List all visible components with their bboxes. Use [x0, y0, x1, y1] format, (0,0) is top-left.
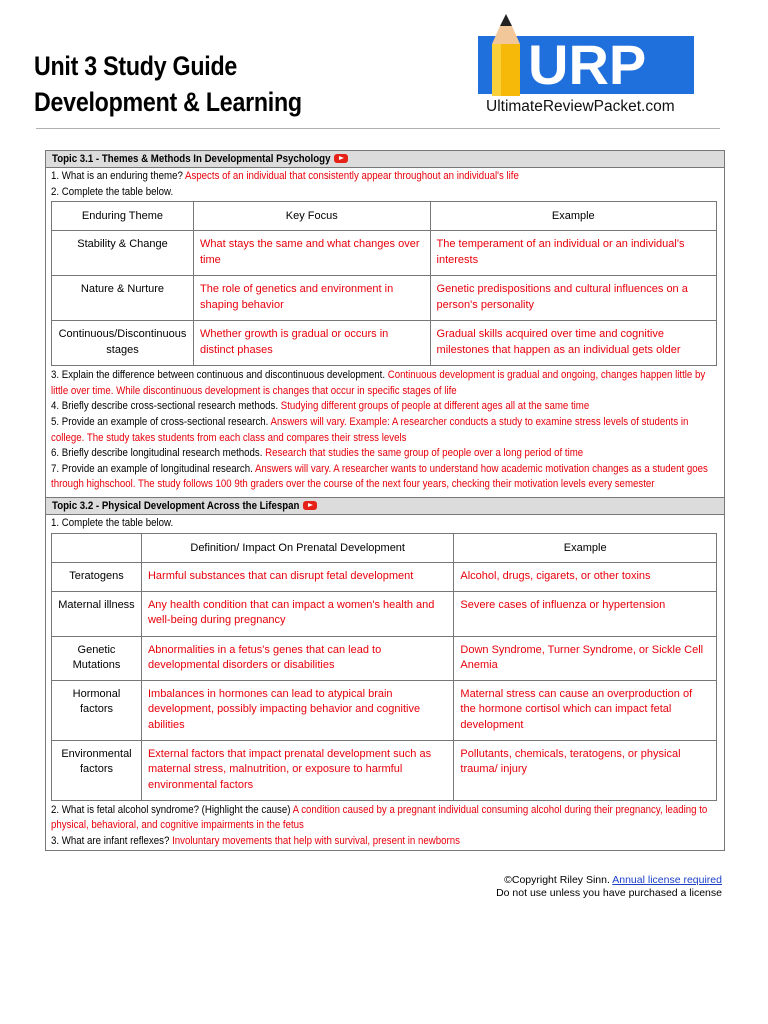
table-row	[52, 276, 717, 321]
prenatal-development-table	[51, 533, 717, 801]
t1-q4-answer: Studying different groups of people at different ages all at the same time	[280, 400, 590, 413]
term-cell: Environmental factors	[61, 747, 132, 776]
focus-cell: The role of genetics and environment in shaping behavior	[199, 283, 394, 311]
example-cell: Maternal stress can cause an overproduction of the hormone cortisol which can impact fetal development	[460, 687, 693, 731]
theme-cell: Stability & Change	[77, 238, 168, 251]
table-row	[52, 680, 717, 740]
example-cell: Pollutants, chemicals, teratogens, or physical trauma/ injury	[460, 747, 681, 776]
col-header: Example	[563, 541, 607, 554]
table-row	[52, 231, 717, 276]
page-title	[34, 48, 345, 120]
term-cell: Genetic Mutations	[72, 643, 121, 672]
topic-3-1-header	[46, 151, 724, 168]
example-cell: Alcohol, drugs, cigarets, or other toxins	[460, 569, 651, 582]
t1-q3-prompt: 3. Explain the difference between continuous and discontinuous development.	[51, 369, 386, 382]
col-header	[52, 534, 141, 541]
definition-cell: External factors that impact prenatal development such as maternal stress, malnutrition, or exposure to harmful environmental factors	[147, 747, 432, 791]
t2-q3	[46, 834, 724, 851]
col-header: Enduring Theme	[81, 210, 164, 223]
study-guide-sheet	[45, 150, 725, 851]
t1-q4	[46, 399, 724, 415]
t1-q4-prompt: 4. Briefly describe cross-sectional research methods.	[51, 400, 279, 413]
theme-cell: Nature & Nurture	[80, 283, 165, 296]
pencil-logo-icon	[478, 14, 698, 98]
logo-letters: URP	[528, 33, 647, 96]
t1-q5	[46, 415, 724, 446]
copyright-text: ©Copyright Riley Sinn.	[504, 874, 610, 886]
t1-q3-answer: Continuous development is gradual and ongoing, changes happen little by little over time. While discontinuous development is changes that occur in specific stages of life	[51, 369, 706, 397]
youtube-icon[interactable]	[334, 154, 348, 163]
title-divider	[36, 128, 720, 129]
t2-q3-prompt: 3. What are infant reflexes?	[51, 834, 170, 847]
focus-cell: Whether growth is gradual or occurs in distinct phases	[199, 328, 389, 356]
youtube-icon[interactable]	[303, 501, 317, 510]
t2-q2-answer: A condition caused by a pregnant individual consuming alcohol during their pregnancy, leading to physical, behavioral, and cognitive impairments in the fetus	[51, 803, 708, 832]
term-cell: Teratogens	[69, 569, 124, 582]
t1-q7-answer: Answers will vary. A researcher wants to understand how academic motivation changes as a student goes through highschool. The study follows 100 9th graders over the course of the next four years, checking their motivation levels every semester	[51, 462, 708, 491]
term-cell: Maternal illness	[58, 598, 135, 611]
logo-site-name: UltimateReviewPacket.com	[486, 98, 675, 115]
t1-q5-prompt: 5. Provide an example of cross-sectional research.	[51, 415, 269, 428]
license-notice: Do not use unless you have purchased a license	[496, 886, 722, 899]
t1-q7-prompt: 7. Provide an example of longitudinal research.	[51, 462, 253, 475]
t1-q5-answer: Answers will vary. Example: A researcher conducts a study to examine stress levels of students in college. The study takes students from each class and compares their stress levels	[51, 415, 689, 444]
copyright-footer	[496, 874, 722, 899]
t1-q6-answer: Research that studies the same group of people over a long period of time	[265, 447, 584, 460]
t2-q1-prompt: 1. Complete the table below.	[51, 516, 174, 529]
table-row	[52, 740, 717, 800]
t2-q1	[46, 515, 724, 532]
table-header-row	[52, 533, 717, 562]
title-line-2: Development & Learning	[34, 87, 302, 117]
col-header: Example	[551, 210, 595, 223]
term-cell: Hormonal factors	[72, 687, 121, 716]
example-cell: Genetic predispositions and cultural influences on a person's personality	[436, 283, 688, 311]
table-header-row	[52, 202, 717, 231]
t2-q2-prompt: 2. What is fetal alcohol syndrome? (Highlight the cause)	[51, 803, 291, 816]
definition-cell: Abnormalities in a fetus's genes that can lead to developmental disorders or disabilities	[147, 643, 382, 672]
topic-3-1-title: Topic 3.1 - Themes & Methods In Developmental Psychology	[52, 153, 331, 165]
table-row	[52, 321, 717, 366]
definition-cell: Any health condition that can impact a women's health and well-being during pregnancy	[147, 598, 435, 627]
table-row	[52, 591, 717, 636]
urp-logo	[478, 14, 698, 118]
t2-q2	[46, 801, 724, 834]
t1-q2-prompt: 2. Complete the table below.	[51, 185, 174, 198]
focus-cell: What stays the same and what changes over time	[199, 238, 420, 266]
license-link[interactable]: Annual license required	[612, 874, 722, 886]
example-cell: The temperament of an individual or an individual's interests	[436, 238, 685, 266]
topic-3-2-header	[46, 497, 724, 515]
example-cell: Gradual skills acquired over time and cognitive milestones that happen as an individual gets older	[436, 328, 681, 356]
t1-q6	[46, 446, 724, 462]
table-row	[52, 562, 717, 591]
title-line-1: Unit 3 Study Guide	[34, 51, 238, 81]
example-cell: Severe cases of influenza or hypertension	[460, 598, 666, 611]
t1-q1	[46, 168, 724, 185]
topic-3-2-title: Topic 3.2 - Physical Development Across the Lifespan	[52, 499, 300, 512]
t2-q3-answer: Involuntary movements that help with survival, present in newborns	[172, 834, 460, 847]
t1-q7	[46, 462, 724, 497]
col-header: Definition/ Impact On Prenatal Development	[190, 541, 405, 554]
definition-cell: Imbalances in hormones can lead to atypical brain development, possibly impacting behavior and cognitive abilities	[147, 687, 421, 731]
t1-q3	[46, 366, 724, 399]
example-cell: Down Syndrome, Turner Syndrome, or Sickle Cell Anemia	[460, 643, 704, 672]
t1-q6-prompt: 6. Briefly describe longitudinal research methods.	[51, 447, 263, 460]
enduring-themes-table	[51, 201, 717, 366]
t1-q1-answer: Aspects of an individual that consistently appear throughout an individual's life	[184, 170, 519, 182]
theme-cell: Continuous/Discontinuous stages	[58, 328, 187, 356]
col-header: Key Focus	[285, 210, 338, 223]
t1-q2	[46, 185, 724, 201]
table-row	[52, 636, 717, 680]
t1-q1-prompt: 1. What is an enduring theme?	[51, 170, 183, 182]
definition-cell: Harmful substances that can disrupt fetal development	[147, 569, 414, 582]
